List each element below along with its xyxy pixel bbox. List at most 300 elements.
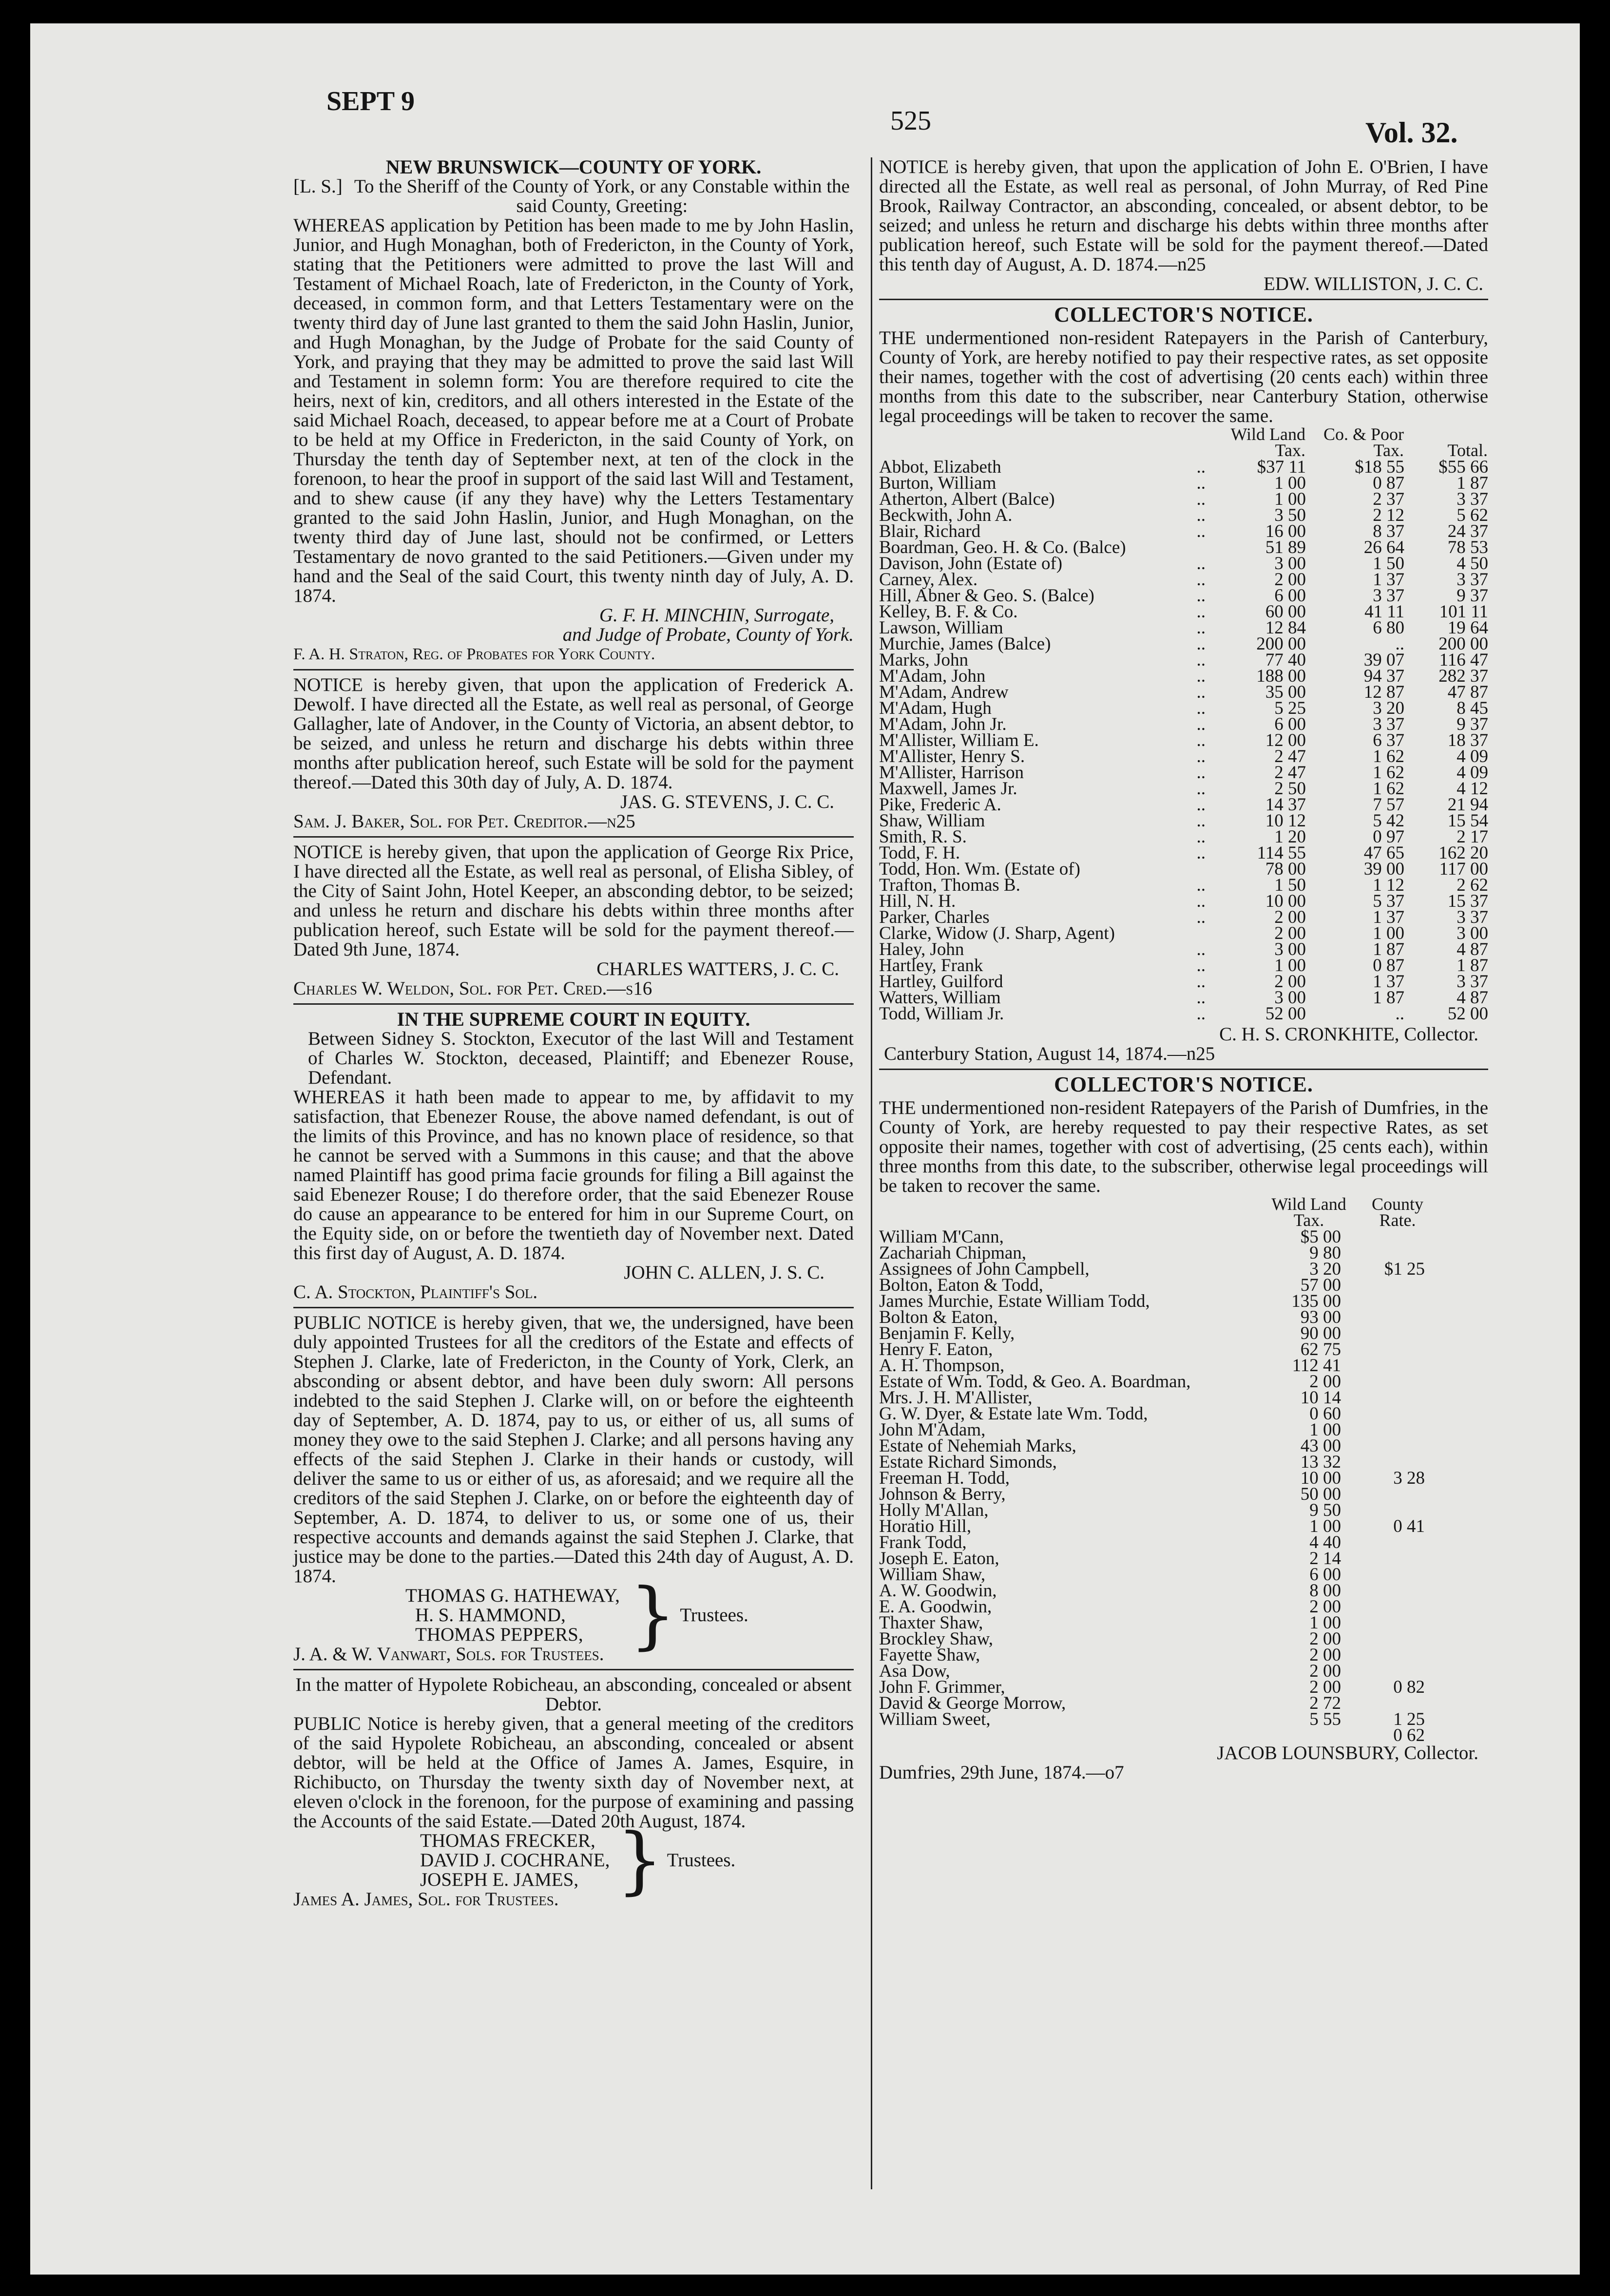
wild-land-tax: 1 20 [1274, 827, 1306, 847]
ratepayer-name: Estate of Wm. Todd, & Geo. A. Boardman, [879, 1372, 1191, 1392]
county-rate: 0 62 [1393, 1725, 1425, 1745]
ratepayer-name: Hill, Abner & Geo. S. (Balce) .. [879, 588, 1212, 604]
county-rate [1356, 1615, 1439, 1631]
trustee-name: DAVID J. COCHRANE, [420, 1850, 610, 1871]
divider [293, 1003, 854, 1005]
wild-land-tax: 13 32 [1300, 1452, 1341, 1472]
trustees-label: Trustees. [667, 1850, 736, 1871]
total-tax: 162 20 [1438, 843, 1488, 863]
ratepayer-name: Kelley, B. F. & Co. .. [879, 604, 1212, 620]
wild-land-tax: 14 37 [1265, 795, 1306, 815]
ratepayer-name: Hartley, Frank .. [879, 957, 1212, 974]
co-poor-tax: 1 62 [1373, 763, 1404, 783]
leader-dots: .. [1196, 698, 1206, 718]
ratepayer-name: Abbot, Elizabeth .. [879, 459, 1212, 475]
leader-dots: .. [1196, 682, 1206, 702]
wild-land-tax: 1 00 [1274, 473, 1306, 493]
wild-land-tax: 2 00 [1274, 907, 1306, 927]
co-poor-tax: 3 37 [1373, 586, 1404, 606]
trustee-name: THOMAS G. HATHEWAY, [405, 1585, 620, 1606]
co-poor-tax: 1 50 [1373, 554, 1404, 574]
ratepayer-name: M'Adam, Andrew .. [879, 684, 1212, 700]
left-column [293, 157, 854, 1909]
wild-land-tax: 2 72 [1309, 1693, 1341, 1713]
ratepayer-name: M'Allister, Henry S. .. [879, 748, 1212, 765]
county-rate: 0 41 [1393, 1516, 1425, 1536]
wild-land-tax: 10 12 [1265, 811, 1306, 831]
co-poor-tax: 47 65 [1363, 843, 1404, 863]
co-poor-tax: .. [1395, 1004, 1404, 1024]
total-tax: 3 37 [1457, 907, 1488, 927]
co-poor-tax: 6 37 [1373, 730, 1404, 750]
wild-land-tax: 2 00 [1309, 1677, 1341, 1697]
probate-address: To the Sheriff of the County of York, or any Constable within the said County, Greeting: [354, 176, 850, 216]
wild-land-tax: 8 00 [1309, 1581, 1341, 1601]
county-rate [1356, 1583, 1439, 1599]
leader-dots: .. [1196, 505, 1206, 525]
ratepayer-name: Watters, William .. [879, 990, 1212, 1006]
co-poor-tax: $18 55 [1355, 457, 1404, 477]
ratepayer-name: William Sweet, [879, 1709, 991, 1729]
co-poor-tax: 26 64 [1363, 537, 1404, 557]
ratepayer-name: Estate of Nehemiah Marks, [879, 1436, 1076, 1456]
trustee-name: JOSEPH E. JAMES, [420, 1869, 579, 1890]
canterbury-collector-notice [879, 305, 1488, 1064]
county-rate: 3 28 [1393, 1468, 1425, 1488]
obrien-notice [879, 157, 1488, 294]
total-tax: 3 37 [1457, 570, 1488, 590]
ratepayer-name: Todd, Hon. Wm. (Estate of) [879, 859, 1080, 879]
robicheau-body: PUBLIC Notice is hereby given, that a general meeting of the creditors of the said Hypolete Robicheau, an absconding, concealed or absent debtor, will be held at the Office of James A. James, Esquire, in Richibucto, on Thursday the twenty sixth day of November next, at eleven o'clock in the forenoon, for the purpose of examining and passing the Accounts of the said Estate.—Dated 20th August, 1874. [293, 1713, 854, 1832]
total-tax: 21 94 [1447, 795, 1488, 815]
canterbury-body: THE undermentioned non-resident Ratepayers in the Parish of Canterbury, County of York, are hereby notified to pay their respective rates, as set opposite their names, together with the cost of advertising (20 cents each) within three months from this date to the subscriber, near Canterbury Station, otherwise legal proceedings will be taken to recover the same. [879, 327, 1488, 426]
total-tax: 1 87 [1457, 956, 1488, 976]
ratepayer-name: A. H. Thompson, [879, 1356, 1005, 1376]
wild-land-tax: 57 00 [1300, 1275, 1341, 1295]
seal-marker: [L. S.] [293, 176, 343, 197]
wild-land-tax: 2 50 [1274, 779, 1306, 799]
leader-dots: .. [1196, 666, 1206, 686]
leader-dots: .. [1196, 570, 1206, 590]
total-tax: 9 37 [1457, 714, 1488, 734]
co-poor-tax: 3 20 [1373, 698, 1404, 718]
wild-land-tax: 2 00 [1309, 1597, 1341, 1617]
total-tax: 9 37 [1457, 586, 1488, 606]
divider [293, 1669, 854, 1670]
wild-land-tax: 60 00 [1265, 602, 1306, 622]
clarke-solicitor: J. A. & W. Vanwart, Sols. for Trustees. [293, 1644, 604, 1665]
ratepayer-name: Horatio Hill, [879, 1516, 972, 1536]
volume-number: Vol. 32. [1365, 116, 1458, 149]
leader-dots: .. [1196, 795, 1206, 815]
total-tax: 4 50 [1457, 554, 1488, 574]
wild-land-tax: 16 00 [1265, 521, 1306, 541]
total-tax: 116 47 [1439, 650, 1488, 670]
ratepayer-name: Shaw, William .. [879, 813, 1212, 829]
leader-dots: .. [1196, 746, 1206, 766]
total-tax: 3 00 [1457, 923, 1488, 943]
county-rate [1356, 1325, 1439, 1341]
co-poor-tax: 39 07 [1363, 650, 1404, 670]
probate-notice [293, 157, 854, 664]
total-tax: 4 87 [1457, 988, 1488, 1008]
probate-signature-title: and Judge of Probate, County of York. [562, 624, 854, 645]
county-rate [1356, 1358, 1439, 1374]
ratepayer-name: John M'Adam, [879, 1420, 986, 1440]
ratepayer-name: Boardman, Geo. H. & Co. (Balce) [879, 537, 1126, 557]
wild-land-tax: 9 50 [1309, 1500, 1341, 1520]
wild-land-tax: 0 60 [1309, 1404, 1341, 1424]
equity-solicitor: C. A. Stockton, Plaintiff's Sol. [293, 1282, 538, 1302]
co-poor-tax: 1 37 [1373, 907, 1404, 927]
obrien-signature: EDW. WILLISTON, J. C. C. [1263, 273, 1483, 294]
tax-row [879, 1727, 1439, 1743]
wild-land-tax: 200 00 [1256, 634, 1306, 654]
county-rate [1356, 1567, 1439, 1583]
county-rate [1356, 1438, 1439, 1454]
equity-body: WHEREAS it hath been made to appear to me, by affidavit to my satisfaction, that Ebenezer Rouse, the above named defendant, is out of the limits of this Province, and has no known place of residence, so that he cannot be served with a Summons in this cause; and that the above named Plaintiff has good prima facie grounds for filing a Bill against the said Ebenezer Rouse; I do therefore order, that the said Ebenezer Rouse do cause an appearance to be entered for him in our Supreme Court, on the Equity side, on or before the twentieth day of November next. Dated this first day of August, A. D. 1874. [293, 1087, 854, 1263]
co-poor-tax: .. [1395, 634, 1404, 654]
ratepayer-name: William Shaw, [879, 1565, 986, 1585]
brace: } [629, 1573, 676, 1658]
total-tax: 24 37 [1447, 521, 1488, 541]
dumfries-signature: JACOB LOUNSBURY, Collector. [1217, 1742, 1478, 1763]
probate-body: WHEREAS application by Petition has been made to me by John Haslin, Junior, and Hugh Monaghan, both of Fredericton, in the County of York, stating that the Petitioners were admitted to prove the last Will and Testament of Michael Roach, late of Fredericton, in the County of York, deceased, in common form, and that Letters Testamentary were on the twenty third day of June last granted to them the said John Haslin, Junior, and Hugh Monaghan, by the Judge of Probate for the said County of York, and praying that they may be admitted to prove the said last Will and Testament in solemn form: You are therefore required to cite the heirs, next of kin, creditors, and all others interested in the Estate of the said Michael Roach, deceased, to appear before me at a Court of Probate to be held at my Office in Fredericton, in the said County of York, on Thursday the tenth day of September next, at ten of the clock in the forenoon, to hear the proof in support of the said last Will and Testament, and to shew cause (if any they have) why the Letters Testamentary granted to the said John Haslin, Junior, and Hugh Monaghan, on the twenty third day of June last, should not be confirmed, or Letters Testamentary de novo granted to the said Petitioners.—Given under my hand and the Seal of the said Court, this twenty ninth day of July, A. D. 1874. [293, 215, 854, 606]
leader-dots: .. [1196, 730, 1206, 750]
wild-land-tax: 2 00 [1274, 570, 1306, 590]
total-tax: 4 09 [1457, 746, 1488, 766]
ratepayer-name: Clarke, Widow (J. Sharp, Agent) [879, 923, 1115, 943]
canterbury-heading: COLLECTOR'S NOTICE. [1054, 303, 1313, 326]
ratepayer-name: M'Adam, John Jr. .. [879, 716, 1212, 732]
wild-land-tax: 51 89 [1265, 537, 1306, 557]
ratepayer-name: A. W. Goodwin, [879, 1581, 997, 1601]
leader-dots: .. [1196, 779, 1206, 799]
ratepayer-name: Estate Richard Simonds, [879, 1452, 1057, 1472]
canterbury-place: Canterbury Station, August 14, 1874.—n25 [884, 1043, 1215, 1064]
total-tax: 2 62 [1457, 875, 1488, 895]
ratepayer-name: M'Allister, Harrison .. [879, 765, 1212, 781]
ratepayer-name: Henry F. Eaton, [879, 1339, 993, 1359]
col-header: Co. & Poor Tax. [1323, 424, 1404, 460]
co-poor-tax: 1 62 [1373, 746, 1404, 766]
total-tax: 18 37 [1447, 730, 1488, 750]
wild-land-tax: 5 55 [1309, 1709, 1341, 1729]
co-poor-tax: 0 87 [1373, 473, 1404, 493]
county-rate [1356, 1293, 1439, 1309]
wild-land-tax: 2 47 [1274, 763, 1306, 783]
ratepayer-name: Brockley Shaw, [879, 1629, 993, 1649]
leader-dots: .. [1196, 473, 1206, 493]
ratepayer-name [879, 1727, 1262, 1743]
co-poor-tax: 0 97 [1373, 827, 1404, 847]
county-rate [1356, 1534, 1439, 1550]
dumfries-place: Dumfries, 29th June, 1874.—o7 [879, 1762, 1124, 1783]
ratepayer-name: Frank Todd, [879, 1532, 967, 1552]
wild-land-tax: 93 00 [1300, 1307, 1341, 1327]
co-poor-tax: 7 57 [1373, 795, 1404, 815]
wild-land-tax: 12 00 [1265, 730, 1306, 750]
wild-land-tax: 78 00 [1265, 859, 1306, 879]
wild-land-tax: 3 00 [1274, 988, 1306, 1008]
column-divider [871, 157, 872, 2189]
co-poor-tax: 1 00 [1373, 923, 1404, 943]
county-rate [1356, 1422, 1439, 1438]
ratepayer-name: Todd, F. H. .. [879, 845, 1212, 861]
leader-dots: .. [1196, 457, 1206, 477]
price-solicitor: Charles W. Weldon, Sol. for Pet. Cred.—s16 [293, 978, 652, 999]
leader-dots: .. [1196, 618, 1206, 638]
county-rate [1356, 1229, 1439, 1245]
ratepayer-name: James Murchie, Estate William Todd, [879, 1291, 1150, 1311]
total-tax: 2 17 [1457, 827, 1488, 847]
col-header: Wild Land Tax. [1230, 424, 1305, 460]
dumfries-tax-table [879, 1196, 1439, 1743]
wild-land-tax: 6 00 [1309, 1565, 1341, 1585]
co-poor-tax: 5 42 [1373, 811, 1404, 831]
co-poor-tax: 12 87 [1363, 682, 1404, 702]
total-tax: 5 62 [1457, 505, 1488, 525]
ratepayer-name: E. A. Goodwin, [879, 1597, 992, 1617]
leader-dots: .. [1196, 714, 1206, 734]
county-rate: 0 82 [1393, 1677, 1425, 1697]
col-header: Wild Land Tax. [1271, 1194, 1346, 1230]
tax-row [879, 1711, 1439, 1727]
wild-land-tax: 2 00 [1309, 1629, 1341, 1649]
leader-dots: .. [1196, 650, 1206, 670]
dewolf-notice [293, 675, 854, 831]
clarke-notice [293, 1313, 854, 1664]
county-rate [1356, 1277, 1439, 1293]
co-poor-tax: 1 87 [1373, 939, 1404, 959]
obrien-body: NOTICE is hereby given, that upon the application of John E. O'Brien, I have directed all the Estate, as well real as personal, of John Murray, of Red Pine Brook, Railway Contractor, an absconding, concealed, or absent debtor, to be seized; and unless he return and discharge his debts within three months after publication hereof, such Estate will be sold for the payment thereof.—Dated this tenth day of August, A. D. 1874.—n25 [879, 156, 1488, 275]
ratepayer-name: Hill, N. H. .. [879, 893, 1212, 909]
robicheau-notice [293, 1675, 854, 1909]
ratepayer-name: Beckwith, John A. .. [879, 507, 1212, 523]
clarke-body: PUBLIC NOTICE is hereby given, that we, the undersigned, have been duly appointed Trustees for all the creditors of the Estate and effects of Stephen J. Clarke, late of Fredericton, in the County of York, Clerk, an absconding or absent debtor, and have been duly sworn: All persons indebted to the said Stephen J. Clarke will, on or before the eighteenth day of September, A. D. 1874, pay to us, or either of us, all sums of money they owe to the said Stephen J. Clarke; and all persons having any effects of the said Stephen J. Clarke in their hands or custody, will deliver the same to us or either of us, as aforesaid; and we require all the creditors of the said Stephen J. Clarke, on or before the eighteenth day of September, A. D. 1874, to deliver to us, or some one of us, their respective accounts and demands against the said Stephen J. Clarke, that justice may be done to the parties.—Dated this 24th day of August, A. D. 1874. [293, 1312, 854, 1587]
trustee-name: THOMAS FRECKER, [420, 1830, 595, 1851]
ratepayer-name: William M'Cann, [879, 1227, 1004, 1247]
total-tax: 3 37 [1457, 489, 1488, 509]
wild-land-tax: 2 47 [1274, 746, 1306, 766]
wild-land-tax: $37 11 [1257, 457, 1306, 477]
leader-dots: .. [1196, 956, 1206, 976]
leader-dots: .. [1196, 521, 1206, 541]
brace: } [616, 1818, 663, 1903]
ratepayer-name: Joseph E. Eaton, [879, 1549, 999, 1569]
dumfries-collector-notice [879, 1072, 1488, 1783]
ratepayer-name: Carney, Alex. .. [879, 572, 1212, 588]
ratepayer-name: Parker, Charles .. [879, 909, 1212, 925]
newspaper-page [30, 23, 1580, 2275]
wild-land-tax: 50 00 [1300, 1484, 1341, 1504]
leader-dots: .. [1196, 554, 1206, 574]
total-tax: 282 37 [1438, 666, 1488, 686]
co-poor-tax: 41 11 [1364, 602, 1404, 622]
county-rate [1356, 1309, 1439, 1325]
canterbury-signature: C. H. S. CRONKHITE, Collector. [1219, 1024, 1478, 1045]
robicheau-solicitor: James A. James, Sol. for Trustees. [293, 1889, 559, 1910]
wild-land-tax: 2 00 [1309, 1372, 1341, 1392]
wild-land-tax: 112 41 [1292, 1356, 1341, 1376]
ratepayer-name: Johnson & Berry, [879, 1484, 1006, 1504]
county-rate [1356, 1599, 1439, 1615]
ratepayer-name: Todd, William Jr. .. [879, 1006, 1212, 1022]
leader-dots: .. [1196, 939, 1206, 959]
wild-land-tax: 6 00 [1274, 586, 1306, 606]
wild-land-tax: 1 00 [1309, 1613, 1341, 1633]
county-rate: $1 25 [1384, 1259, 1425, 1279]
wild-land-tax: 1 50 [1274, 875, 1306, 895]
ratepayer-name: M'Adam, Hugh .. [879, 700, 1212, 716]
wild-land-tax: 77 40 [1265, 650, 1306, 670]
county-rate [1356, 1374, 1439, 1390]
price-signature: CHARLES WATTERS, J. C. C. [596, 958, 839, 979]
equity-notice [293, 1010, 854, 1302]
ratepayer-name: Benjamin F. Kelly, [879, 1323, 1015, 1343]
leader-dots: .. [1196, 988, 1206, 1008]
leader-dots: .. [1196, 586, 1206, 606]
co-poor-tax: 1 12 [1373, 875, 1404, 895]
total-tax: $55 66 [1438, 457, 1488, 477]
ratepayer-name: Zachariah Chipman, [879, 1243, 1027, 1263]
total-tax: 200 00 [1438, 634, 1488, 654]
col-header: County Rate. [1371, 1194, 1423, 1230]
leader-dots: .. [1196, 634, 1206, 654]
total-tax: 1 87 [1457, 473, 1488, 493]
total-tax: 3 37 [1457, 972, 1488, 992]
total-tax: 78 53 [1447, 537, 1488, 557]
wild-land-tax: 188 00 [1256, 666, 1306, 686]
co-poor-tax: 3 37 [1373, 714, 1404, 734]
ratepayer-name: Bolton & Eaton, [879, 1307, 998, 1327]
wild-land-tax: 2 14 [1309, 1549, 1341, 1569]
probate-heading: NEW BRUNSWICK—COUNTY OF YORK. [385, 156, 762, 178]
co-poor-tax: 39 00 [1363, 859, 1404, 879]
divider [293, 1307, 854, 1308]
county-rate [1356, 1647, 1439, 1663]
county-rate [1356, 1486, 1439, 1502]
ratepayer-name: Davison, John (Estate of) .. [879, 555, 1212, 572]
ratepayer-name: Lawson, William .. [879, 620, 1212, 636]
co-poor-tax: 2 37 [1373, 489, 1404, 509]
ratepayer-name: Marks, John .. [879, 652, 1212, 668]
wild-land-tax: 90 00 [1300, 1323, 1341, 1343]
leader-dots: .. [1196, 891, 1206, 911]
ratepayer-name: M'Adam, John .. [879, 668, 1212, 684]
ratepayer-name: Maxwell, James Jr. .. [879, 781, 1212, 797]
dumfries-body: THE undermentioned non-resident Ratepayers of the Parish of Dumfries, in the County of York, are hereby requested to pay their respective Rates, as set opposite their names, together with cost of advertising, (25 cents each), within three months from this date, to the subscriber, otherwise legal proceedings will be taken to recover the same. [879, 1097, 1488, 1196]
dewolf-body: NOTICE is hereby given, that upon the application of Frederick A. Dewolf. I have directed all the Estate, as well real as personal, of George Gallagher, late of Andover, in the County of Victoria, an absent debtor, to be seized, and unless he return and discharge his debts within three months after publication hereof, such Estate will be sold for the payment thereof.—Dated this 30th day of July, A. D. 1874. [293, 674, 854, 793]
ratepayer-name: Freeman H. Todd, [879, 1468, 1010, 1488]
trustees-label: Trustees. [680, 1605, 748, 1626]
co-poor-tax: 1 87 [1373, 988, 1404, 1008]
canterbury-tax-table [879, 426, 1488, 1022]
co-poor-tax: 1 37 [1373, 570, 1404, 590]
wild-land-tax: 3 20 [1309, 1259, 1341, 1279]
price-body: NOTICE is hereby given, that upon the application of George Rix Price, I have directed all the Estate, as well real as personal, of Elisha Sibley, of the City of Saint John, Hotel Keeper, an absconding debtor, to be seized; and unless he return and dischare his debts within three months after publication hereof, such Estate will be sold for the payment thereof.—Dated 9th June, 1874. [293, 842, 854, 960]
wild-land-tax: 1 00 [1309, 1420, 1341, 1440]
ratepayer-name: Assignees of John Campbell, [879, 1259, 1090, 1279]
total-tax: 8 45 [1457, 698, 1488, 718]
divider [879, 1069, 1488, 1070]
ratepayer-name: Atherton, Albert (Balce) .. [879, 491, 1212, 507]
county-rate: 1 25 [1393, 1709, 1425, 1729]
divider [879, 299, 1488, 300]
wild-land-tax: 2 00 [1309, 1661, 1341, 1681]
county-rate [1356, 1341, 1439, 1358]
wild-land-tax: 62 75 [1300, 1339, 1341, 1359]
leader-dots: .. [1196, 489, 1206, 509]
page-number: 525 [890, 106, 931, 136]
total-tax: 4 12 [1457, 779, 1488, 799]
total-tax: 4 87 [1457, 939, 1488, 959]
wild-land-tax: 1 00 [1309, 1516, 1341, 1536]
divider [293, 669, 854, 670]
col-header: Total. [1447, 440, 1488, 460]
leader-dots: .. [1196, 602, 1206, 622]
wild-land-tax: 3 00 [1274, 554, 1306, 574]
tax-row [879, 1647, 1439, 1663]
leader-dots: .. [1196, 907, 1206, 927]
ratepayer-name: Hartley, Guilford .. [879, 974, 1212, 990]
ratepayer-name: Pike, Frederic A. .. [879, 797, 1212, 813]
total-tax: 52 00 [1447, 1004, 1488, 1024]
wild-land-tax: 135 00 [1291, 1291, 1341, 1311]
wild-land-tax: 4 40 [1309, 1532, 1341, 1552]
trustee-name: H. S. HAMMOND, [415, 1605, 566, 1626]
co-poor-tax: 1 37 [1373, 972, 1404, 992]
wild-land-tax: 43 00 [1300, 1436, 1341, 1456]
wild-land-tax: 3 50 [1274, 505, 1306, 525]
co-poor-tax: 1 62 [1373, 779, 1404, 799]
county-rate [1356, 1390, 1439, 1406]
ratepayer-name: G. W. Dyer, & Estate late Wm. Todd, [879, 1404, 1148, 1424]
ratepayer-name: Asa Dow, [879, 1661, 950, 1681]
ratepayer-name: Murchie, James (Balce) .. [879, 636, 1212, 652]
wild-land-tax: $5 00 [1300, 1227, 1341, 1247]
ratepayer-name: Burton, William .. [879, 475, 1212, 491]
ratepayer-name: Holly M'Allan, [879, 1500, 989, 1520]
wild-land-tax: 5 25 [1274, 698, 1306, 718]
wild-land-tax: 10 00 [1265, 891, 1306, 911]
wild-land-tax: 2 00 [1274, 972, 1306, 992]
county-rate [1356, 1406, 1439, 1422]
ratepayer-name: Haley, John .. [879, 941, 1212, 957]
ratepayer-name: David & George Morrow, [879, 1693, 1066, 1713]
leader-dots: .. [1196, 827, 1206, 847]
total-tax: 15 54 [1447, 811, 1488, 831]
total-tax: 15 37 [1447, 891, 1488, 911]
equity-parties: Between Sidney S. Stockton, Executor of the last Will and Testament of Charles W. Stockton, deceased, Plaintiff; and Ebenezer Rouse, Defendant. [308, 1028, 854, 1088]
ratepayer-name: Mrs. J. H. M'Allister, [879, 1388, 1033, 1408]
wild-land-tax: 9 80 [1309, 1243, 1341, 1263]
dewolf-solicitor: Sam. J. Baker, Sol. for Pet. Creditor.—n25 [293, 811, 635, 832]
wild-land-tax: 52 00 [1265, 1004, 1306, 1024]
wild-land-tax: 2 00 [1309, 1645, 1341, 1665]
wild-land-tax: 1 00 [1274, 489, 1306, 509]
dewolf-signature: JAS. G. STEVENS, J. C. C. [620, 791, 834, 812]
county-rate [1356, 1631, 1439, 1647]
leader-dots: .. [1196, 1004, 1206, 1024]
ratepayer-name: Trafton, Thomas B. .. [879, 877, 1212, 893]
divider [293, 836, 854, 838]
wild-land-tax: 10 14 [1300, 1388, 1341, 1408]
leader-dots: .. [1196, 972, 1206, 992]
ratepayer-name: Fayette Shaw, [879, 1645, 980, 1665]
wild-land-tax [1262, 1727, 1356, 1743]
right-column [879, 157, 1488, 1782]
